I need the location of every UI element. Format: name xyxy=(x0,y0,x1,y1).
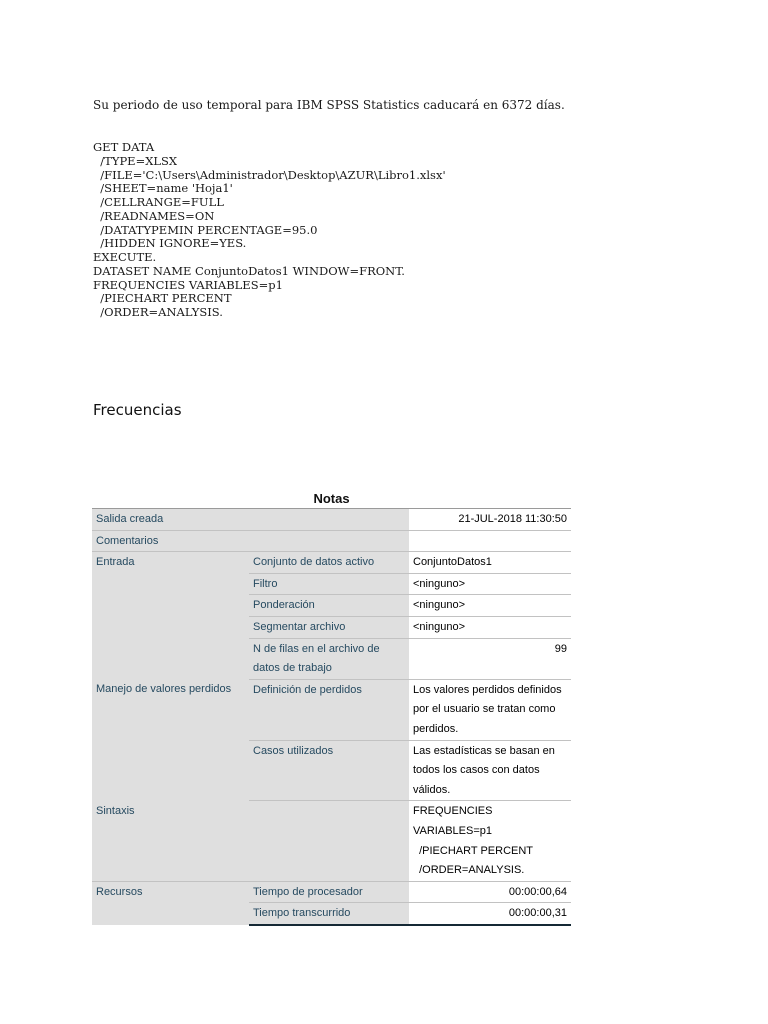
syntax-text-line: /ORDER=ANALYSIS. xyxy=(413,864,525,877)
row-header-entrada: Entrada xyxy=(92,552,249,680)
row-header-manejo: Manejo de valores perdidos xyxy=(92,679,249,801)
sub-header: Filtro xyxy=(249,573,409,595)
cell-value: Las estadísticas se basan en todos los casos con datos válidos. xyxy=(409,740,571,801)
cell-value: 99 xyxy=(409,638,571,679)
cell-value xyxy=(409,530,571,552)
syntax-line: /READNAMES=ON xyxy=(93,208,215,223)
syntax-text-line: VARIABLES=p1 xyxy=(413,824,492,837)
syntax-line: /PIECHART PERCENT xyxy=(93,291,232,306)
table-row xyxy=(92,881,571,903)
row-header-recursos: Recursos xyxy=(92,881,249,925)
syntax-line: /CELLRANGE=FULL xyxy=(93,195,224,209)
syntax-line: /SHEET=name 'Hoja1' xyxy=(93,181,233,196)
sub-header: Casos utilizados xyxy=(249,740,409,801)
syntax-line: DATASET NAME ConjuntoDatos1 WINDOW=FRONT. xyxy=(93,263,405,278)
syntax-log xyxy=(93,141,446,320)
sub-header: N de filas en el archivo de datos de trabajo xyxy=(249,638,409,679)
trial-period-notice: Su periodo de uso temporal para IBM SPSS Statistics caducará en 6372 días. xyxy=(93,98,565,112)
notes-table xyxy=(92,508,571,926)
table-row xyxy=(92,679,571,740)
syntax-line: /ORDER=ANALYSIS. xyxy=(93,305,223,319)
cell-value: ConjuntoDatos1 xyxy=(409,552,571,574)
syntax-line: /FILE='C:\Users\Administrador\Desktop\AZUR\Libro1.xlsx' xyxy=(93,167,446,182)
table-row xyxy=(92,801,571,881)
row-header-comentarios: Comentarios xyxy=(92,530,409,552)
sub-header: Segmentar archivo xyxy=(249,616,409,638)
cell-value: 00:00:00,31 xyxy=(409,903,571,925)
cell-value: <ninguno> xyxy=(409,573,571,595)
section-heading: Frecuencias xyxy=(93,401,182,419)
sub-header: Ponderación xyxy=(249,595,409,617)
table-row xyxy=(92,552,571,574)
syntax-line: EXECUTE. xyxy=(93,250,157,264)
cell-syntax xyxy=(409,801,571,881)
table-row xyxy=(92,530,571,552)
syntax-text-line: /PIECHART PERCENT xyxy=(413,844,534,857)
syntax-line: FREQUENCIES VARIABLES=p1 xyxy=(93,277,283,292)
row-header-sintaxis: Sintaxis xyxy=(92,801,409,881)
syntax-line: /HIDDEN IGNORE=YES. xyxy=(93,236,247,251)
cell-value: <ninguno> xyxy=(409,595,571,617)
table-title: Notas xyxy=(313,491,350,506)
syntax-text-line: FREQUENCIES xyxy=(413,805,493,818)
sub-header: Tiempo de procesador xyxy=(249,881,409,903)
cell-value: <ninguno> xyxy=(409,616,571,638)
sub-header: Definición de perdidos xyxy=(249,679,409,740)
syntax-line: GET DATA xyxy=(93,140,155,154)
syntax-line: /DATATYPEMIN PERCENTAGE=95.0 xyxy=(93,222,318,237)
cell-value: Los valores perdidos definidos por el usuario se tratan como perdidos. xyxy=(409,679,571,740)
sub-header: Conjunto de datos activo xyxy=(249,552,409,574)
syntax-line: /TYPE=XLSX xyxy=(93,153,178,168)
table-row xyxy=(92,509,571,531)
cell-value: 00:00:00,64 xyxy=(409,881,571,903)
row-header-salida: Salida creada xyxy=(92,509,409,531)
sub-header: Tiempo transcurrido xyxy=(249,903,409,925)
cell-value: 21-JUL-2018 11:30:50 xyxy=(409,509,571,531)
